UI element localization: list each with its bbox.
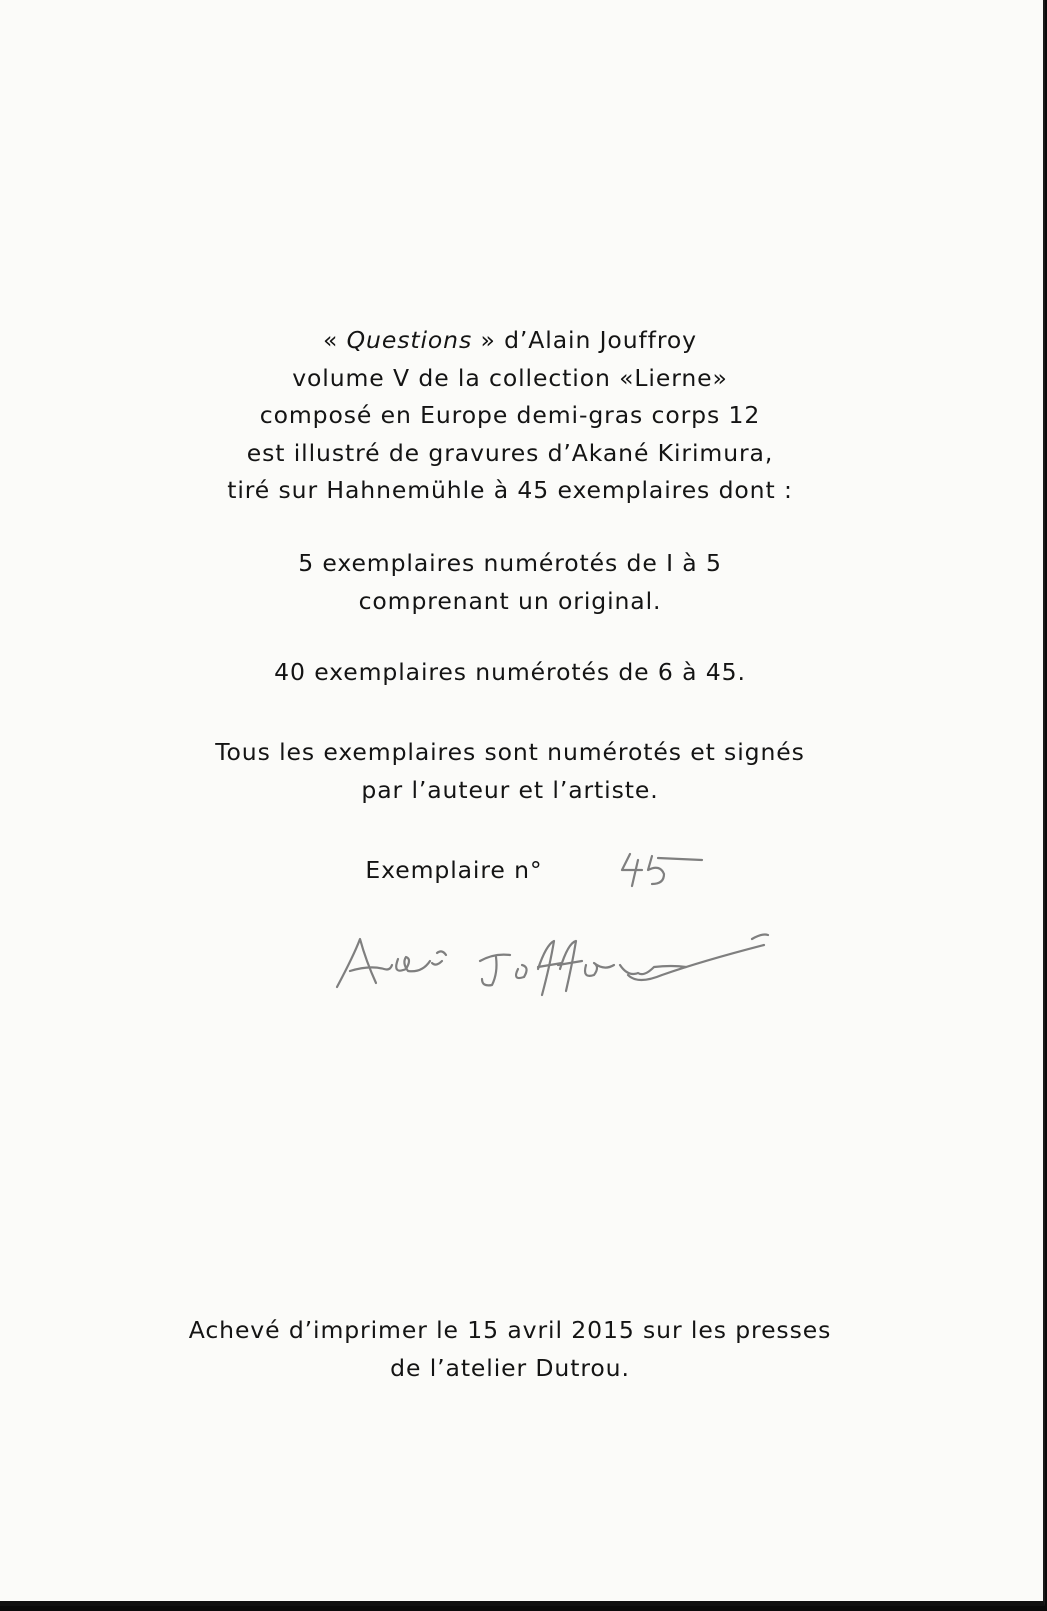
printing-date-line: Achevé d’imprimer le 15 avril 2015 sur les presses: [188, 1316, 832, 1344]
quote-open: «: [322, 326, 347, 354]
print-run-line: tiré sur Hahnemühle à 45 exemplaires dont :: [227, 476, 793, 504]
edition-description: [0, 322, 1020, 510]
ordinary-copies: [0, 654, 1020, 692]
handwritten-copy-number: [618, 850, 710, 890]
author-name: d’Alain Jouffroy: [495, 326, 697, 354]
book-title: Questions: [346, 326, 473, 354]
quote-close: »: [472, 326, 496, 354]
deluxe-copies: [0, 545, 1020, 620]
signed-by-line: par l’auteur et l’artiste.: [361, 775, 659, 804]
collection-line: volume V de la collection «Lierne»: [292, 363, 728, 392]
book-title-line: [0, 322, 1020, 360]
copy-number-label: Exemplaire n°: [365, 856, 543, 884]
signed-line: Tous les exemplaires sont numérotés et signés: [215, 738, 805, 766]
typeface-line: composé en Europe demi-gras corps 12: [259, 401, 761, 429]
printer-workshop-line: de l’atelier Dutrou.: [390, 1353, 630, 1382]
ordinary-copies-line: 40 exemplaires numérotés de 6 à 45.: [274, 658, 746, 686]
printer-colophon: [0, 1312, 1020, 1387]
deluxe-original-line: comprenant un original.: [358, 586, 662, 615]
illustration-line: est illustré de gravures d’Akané Kirimura,: [246, 438, 774, 467]
signature-statement: [0, 734, 1020, 809]
author-signature: [332, 925, 782, 1000]
deluxe-copies-line: 5 exemplaires numérotés de I à 5: [298, 549, 722, 577]
copy-number-line: [0, 852, 1020, 890]
copy-number-block: [0, 852, 1020, 890]
